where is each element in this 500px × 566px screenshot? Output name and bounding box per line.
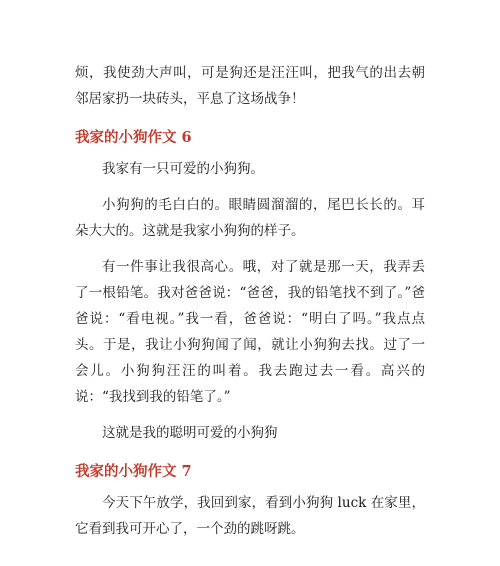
section-6-paragraph-1: 我家有一只可爱的小狗狗。 bbox=[102, 161, 264, 177]
section-6-paragraph-4: 这就是我的聪明可爱的小狗狗 bbox=[102, 425, 278, 441]
section-6-heading: 我家的小狗作文 6 bbox=[75, 129, 192, 146]
section-7-paragraph-1: 今天下午放学，我回到家，看到小狗狗 luck 在家里，它看到我可开心了，一个劲的跳呀跳。 bbox=[75, 495, 425, 537]
intro-paragraph: 烦，我使劲大声叫，可是狗还是汪汪叫，把我气的出去朝邻居家扔一块砖头，平息了这场战争！ bbox=[75, 65, 425, 107]
document-page bbox=[75, 60, 425, 542]
section-6-paragraph-3: 有一件事让我很高心。哦，对了就是那一天，我弄丢了一根铅笔。我对爸爸说：“爸爸，我的铅笔找不到了。”爸爸说：“看电视。”我一看，爸爸说：“明白了吗。”我点点头。于是，我让小狗狗闻了闻，就让小狗狗去找。过了一会儿。小狗狗汪汪的叫着。我去跑过去一看。高兴的说：“我找到我的铅笔了。” bbox=[75, 259, 425, 405]
section-7-heading: 我家的小狗作文 7 bbox=[75, 463, 192, 480]
section-6-paragraph-2: 小狗狗的毛白白的。眼睛圆溜溜的，尾巴长长的。耳朵大大的。这就是我家小狗狗的样子。 bbox=[75, 197, 425, 239]
